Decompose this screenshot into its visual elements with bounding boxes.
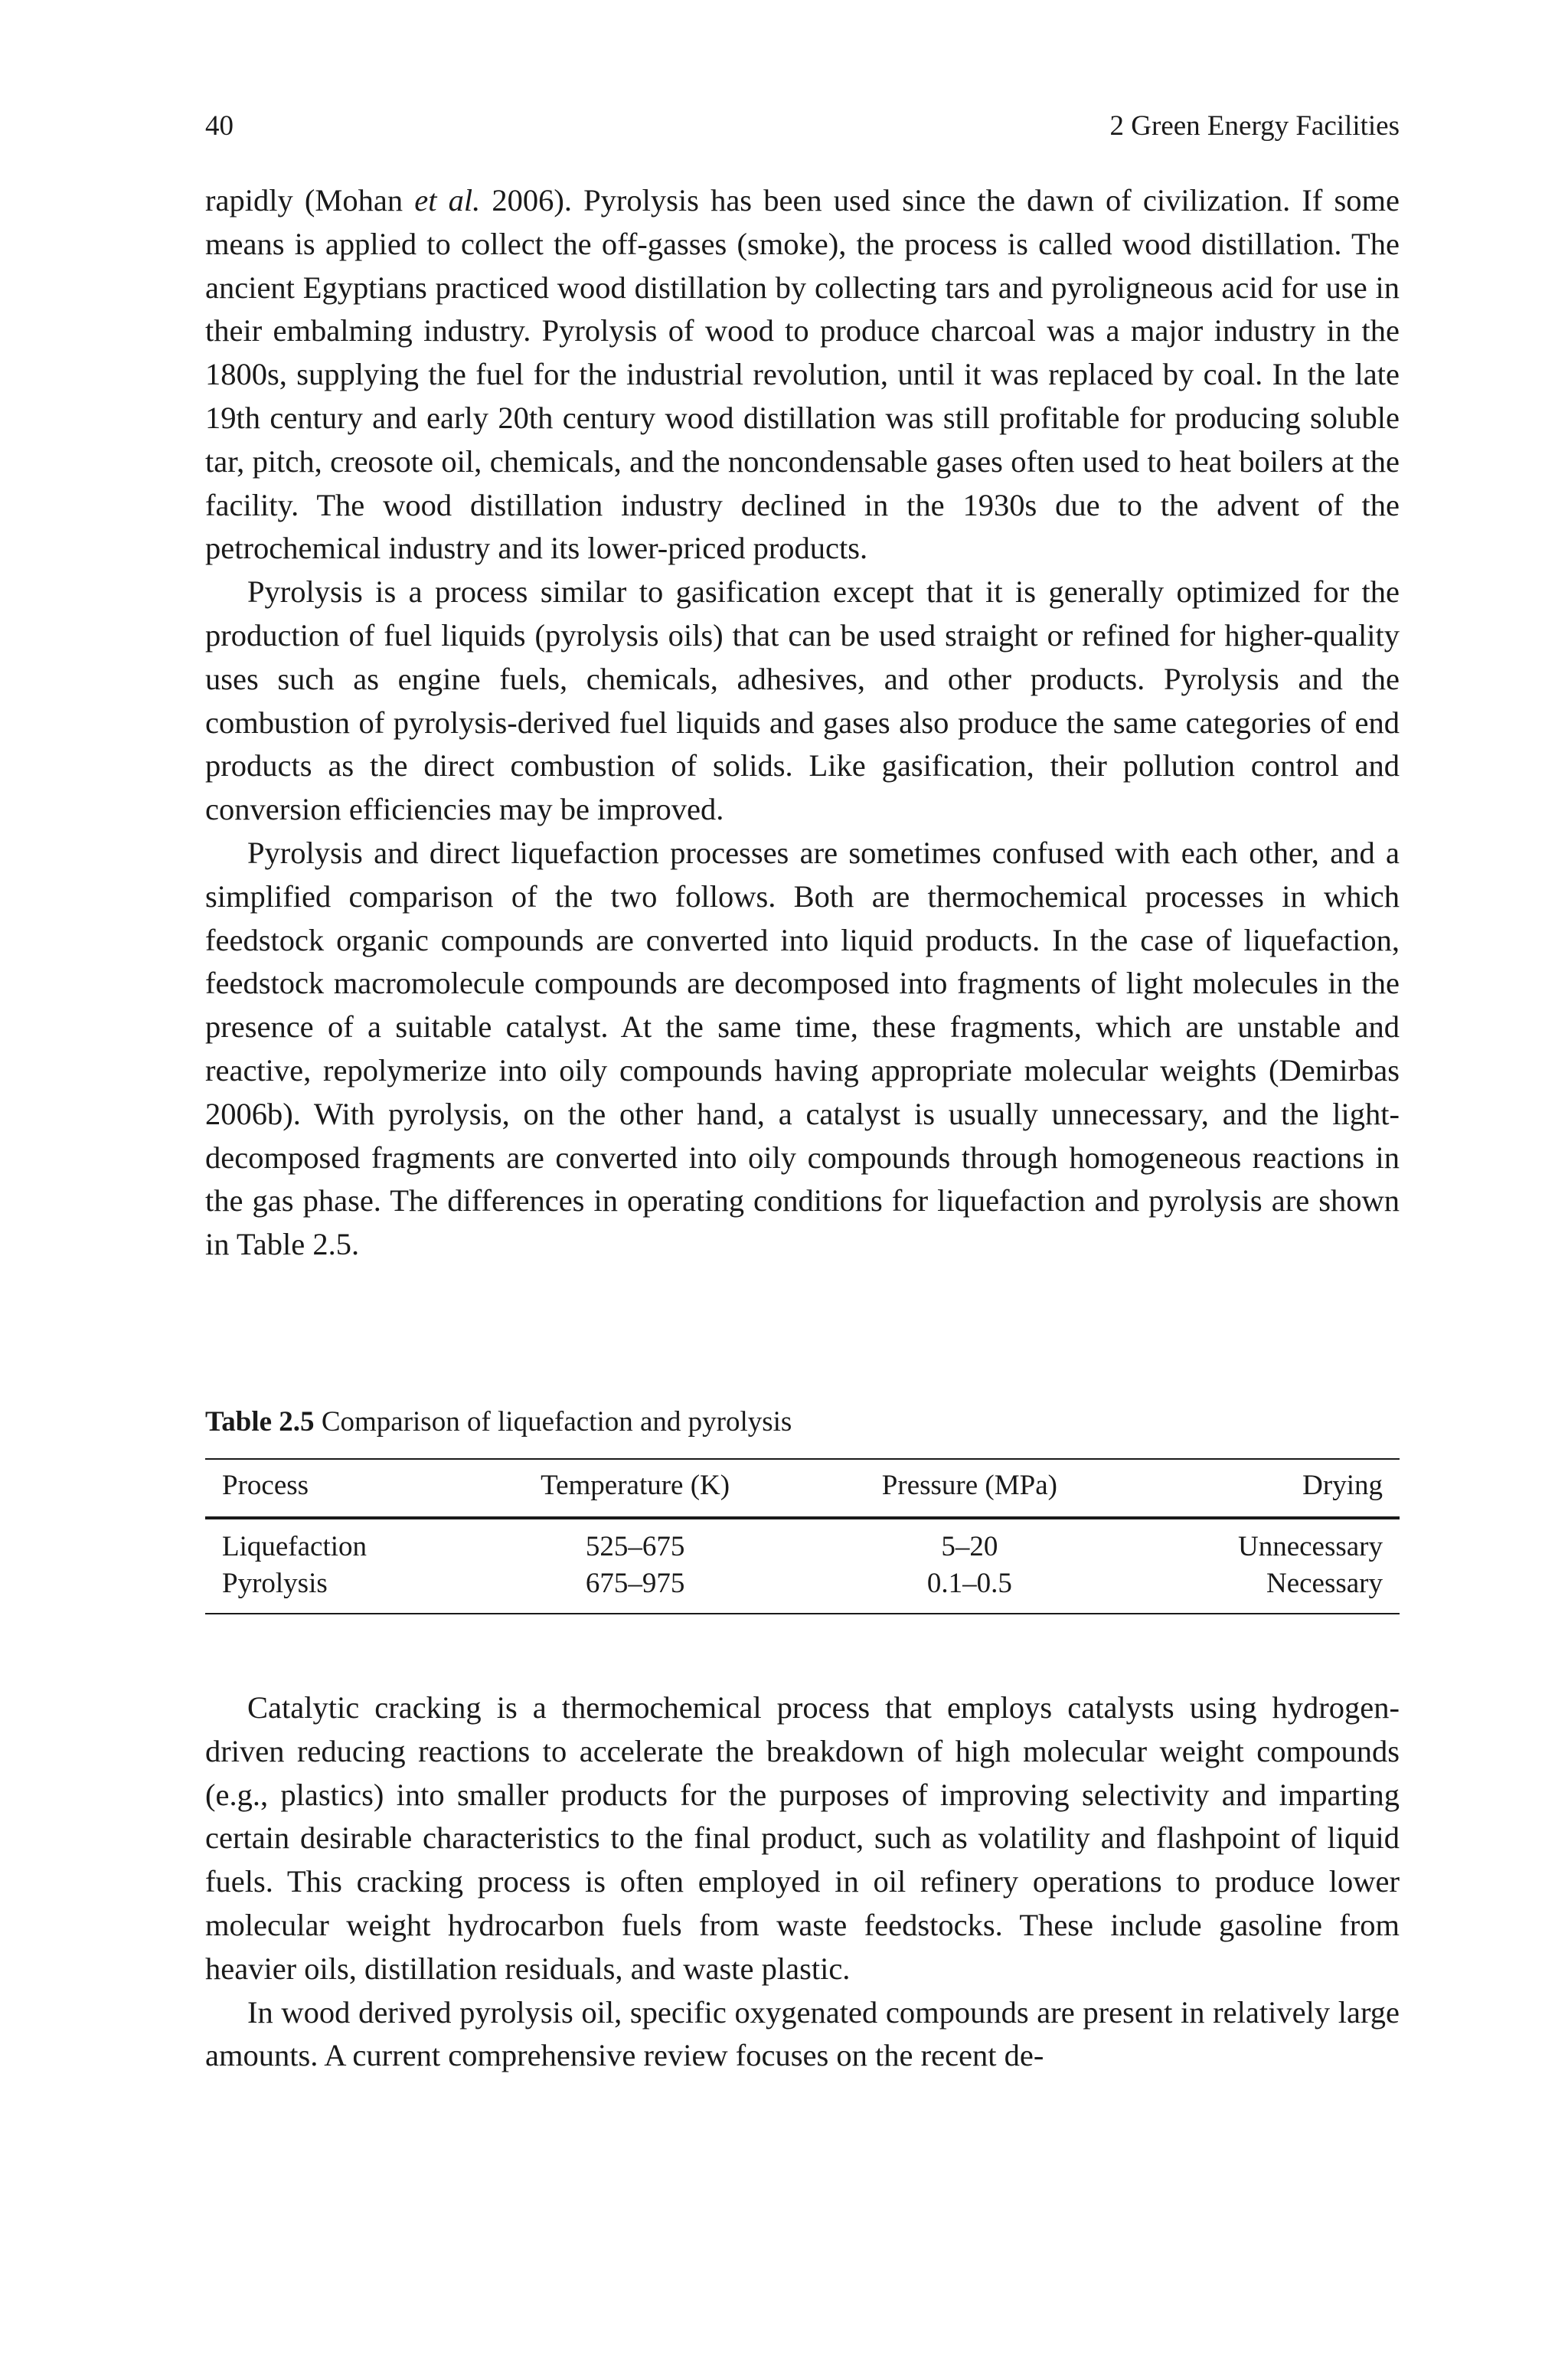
header-process: Process <box>205 1459 468 1518</box>
paragraph-text: rapidly (Mohan <box>205 183 415 218</box>
cell-temperature: 525–675 <box>585 1531 685 1562</box>
paragraph-continuation <box>205 179 1400 571</box>
table-caption-label: Table 2.5 <box>205 1406 315 1438</box>
header-pressure: Pressure (MPa) <box>802 1459 1137 1518</box>
text-block-lower <box>205 1686 1400 2078</box>
paragraph-text: 2006). Pyrolysis has been used since the dawn of civilization. If some means is applied to collect the off-gasses (smoke), the process is called wood distillation. The ancient Egyptians practiced wood distillation by collecting tars and pyroligneous acid for use in their embalming industry. Pyrolysis of wood to produce charcoal was a major industry in the 1800s, supplying the fuel for the industrial revolution, until it was replaced by coal. In the late 19th century and early 20th century wood distillation was still profitable for producing soluble tar, pitch, creosote oil, chemicals, and the noncondensable gases often used to heat boilers at the facility. The wood distillation industry declined in the 1930s due to the advent of the petrochemical industry and its lower-priced products. <box>205 183 1400 566</box>
table-header-row <box>205 1459 1400 1518</box>
paragraph-catalytic-cracking: Catalytic cracking is a thermochemical process that employs catalysts using hydrogen-driven reducing reactions to accelerate the breakdown of high molecular weight compounds (e.g., plastics) into smaller products for the purposes of improving selectivity and imparting certain desirable characteristics to the final product, such as volatility and flashpoint of liquid fuels. This cracking process is often employed in oil refinery operations to produce lower molecular weight hydrocarbon fuels from waste feedstocks. These include gasoline from heavier oils, distillation residuals, and waste plastic. <box>205 1690 1400 1986</box>
cell-pressure: 0.1–0.5 <box>802 1565 1137 1614</box>
running-title: 2 Green Energy Facilities <box>1109 110 1400 142</box>
page-number: 40 <box>205 110 234 142</box>
table-row <box>205 1565 1400 1614</box>
table-caption-text: Comparison of liquefaction and pyrolysis <box>321 1406 792 1438</box>
cell-process: Liquefaction <box>222 1531 368 1562</box>
cell-pressure: 5–20 <box>941 1531 998 1562</box>
paragraph-pyrolysis-liquefaction: Pyrolysis and direct liquefaction processes are sometimes confused with each other, and a simplified comparison of the two follows. Both are thermochemical processes in which feedstock organic compounds are converted into liquid products. In the case of liquefaction, feedstock macromolecule compounds are decomposed into fragments of light molecules in the presence of a suitable catalyst. At the same time, these fragments, which are unstable and reactive, repolymerize into oily compounds having appropriate molecular weights (Demirbas 2006b). With pyrolysis, on the other hand, a catalyst is usually unnecessary, and the light-decomposed fragments are converted into oily compounds through homogeneous reactions in the gas phase. The differences in operating conditions for liquefaction and pyrolysis are shown in Table 2.5. <box>205 835 1400 1262</box>
header-drying: Drying <box>1137 1459 1400 1518</box>
running-head <box>205 107 1400 146</box>
italic-citation: et al. <box>414 183 481 218</box>
cell-drying: Unnecessary <box>1237 1531 1383 1562</box>
paragraph-pyrolysis-gasification: Pyrolysis is a process similar to gasification except that it is generally optimized for the production of fuel liquids (pyrolysis oils) that can be used straight or refined for higher-quality uses such as engine fuels, chemicals, adhesives, and other products. Pyrolysis and the combustion of pyrolysis-derived fuel liquids and gases also produce the same categories of end products as the direct combustion of solids. Like gasification, their pollution control and conversion efficiencies may be improved. <box>205 574 1400 827</box>
cell-temperature: 675–975 <box>468 1565 802 1614</box>
comparison-table <box>205 1458 1400 1614</box>
cell-drying: Necessary <box>1137 1565 1400 1614</box>
paragraph-pyrolysis-oil: In wood derived pyrolysis oil, specific oxygenated compounds are present in relatively large amounts. A current comprehensive review focuses on the recent de- <box>205 1994 1400 2073</box>
cell-process: Pyrolysis <box>205 1565 468 1614</box>
table-2-5 <box>205 1403 1400 1614</box>
table-row <box>205 1518 1400 1565</box>
text-block-upper <box>205 179 1400 1267</box>
header-temperature: Temperature (K) <box>468 1459 802 1518</box>
table-caption <box>205 1403 1400 1441</box>
